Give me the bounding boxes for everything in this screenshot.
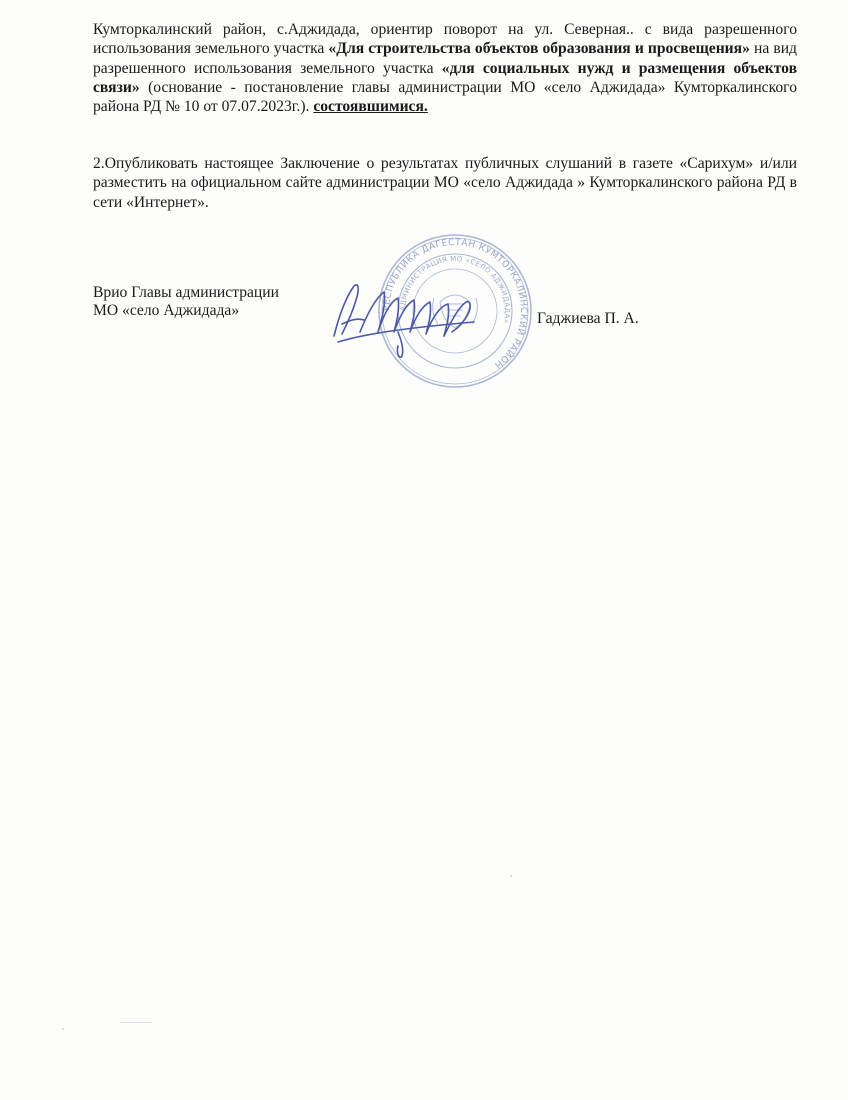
scan-artifact xyxy=(510,875,512,877)
paragraph1-text-1: Кумторкалинский район, с.Аджидада, ориентир поворот на ул. Северная.. с вида разрешенного использования земельного участка xyxy=(93,21,797,58)
signatory-name: Гаджиева П. А. xyxy=(537,310,639,327)
signatory-position xyxy=(93,284,279,320)
stamp-outer-text: РЕСПУБЛИКА ДАГЕСТАН КУМТОРКАЛИНСКИЙ РАЙОН xyxy=(381,237,529,370)
paragraph-publish: 2.Опубликовать настоящее Заключение о результатах публичных слушаний в газете «Сарихум» и/или разместить на официальном сайте администрации МО «село Аджидада » Кумторкалинского района РД в сети «Интернет». xyxy=(93,155,797,211)
signatory-position-line2: МО «село Аджидада» xyxy=(93,302,240,319)
scan-artifact xyxy=(62,1028,64,1030)
paragraph1-text-3: (основание - постановление главы администрации МО «село Аджидада» Кумторкалинского района РД № 10 от 07.07.2023г.). xyxy=(93,78,797,116)
stamp-inner-text: АДМИНИСТРАЦИЯ МО «СЕЛО АДЖИДАДА» xyxy=(398,254,512,325)
paragraph1-old-use: «Для строительства объектов образования и просвещения» xyxy=(328,40,750,58)
signatory-position-line1: Врио Главы администрации xyxy=(93,284,279,301)
paragraph1-text-2: на вид разрешенного использования земельного участка xyxy=(93,40,797,77)
paragraph1-new-use: «для социальных нужд и размещения объектов связи» xyxy=(93,59,797,96)
handwritten-signature xyxy=(324,262,494,360)
paragraph1-result: состоявшимися. xyxy=(313,98,428,116)
paragraph-conclusion xyxy=(93,20,797,116)
scan-artifact xyxy=(120,1022,152,1023)
